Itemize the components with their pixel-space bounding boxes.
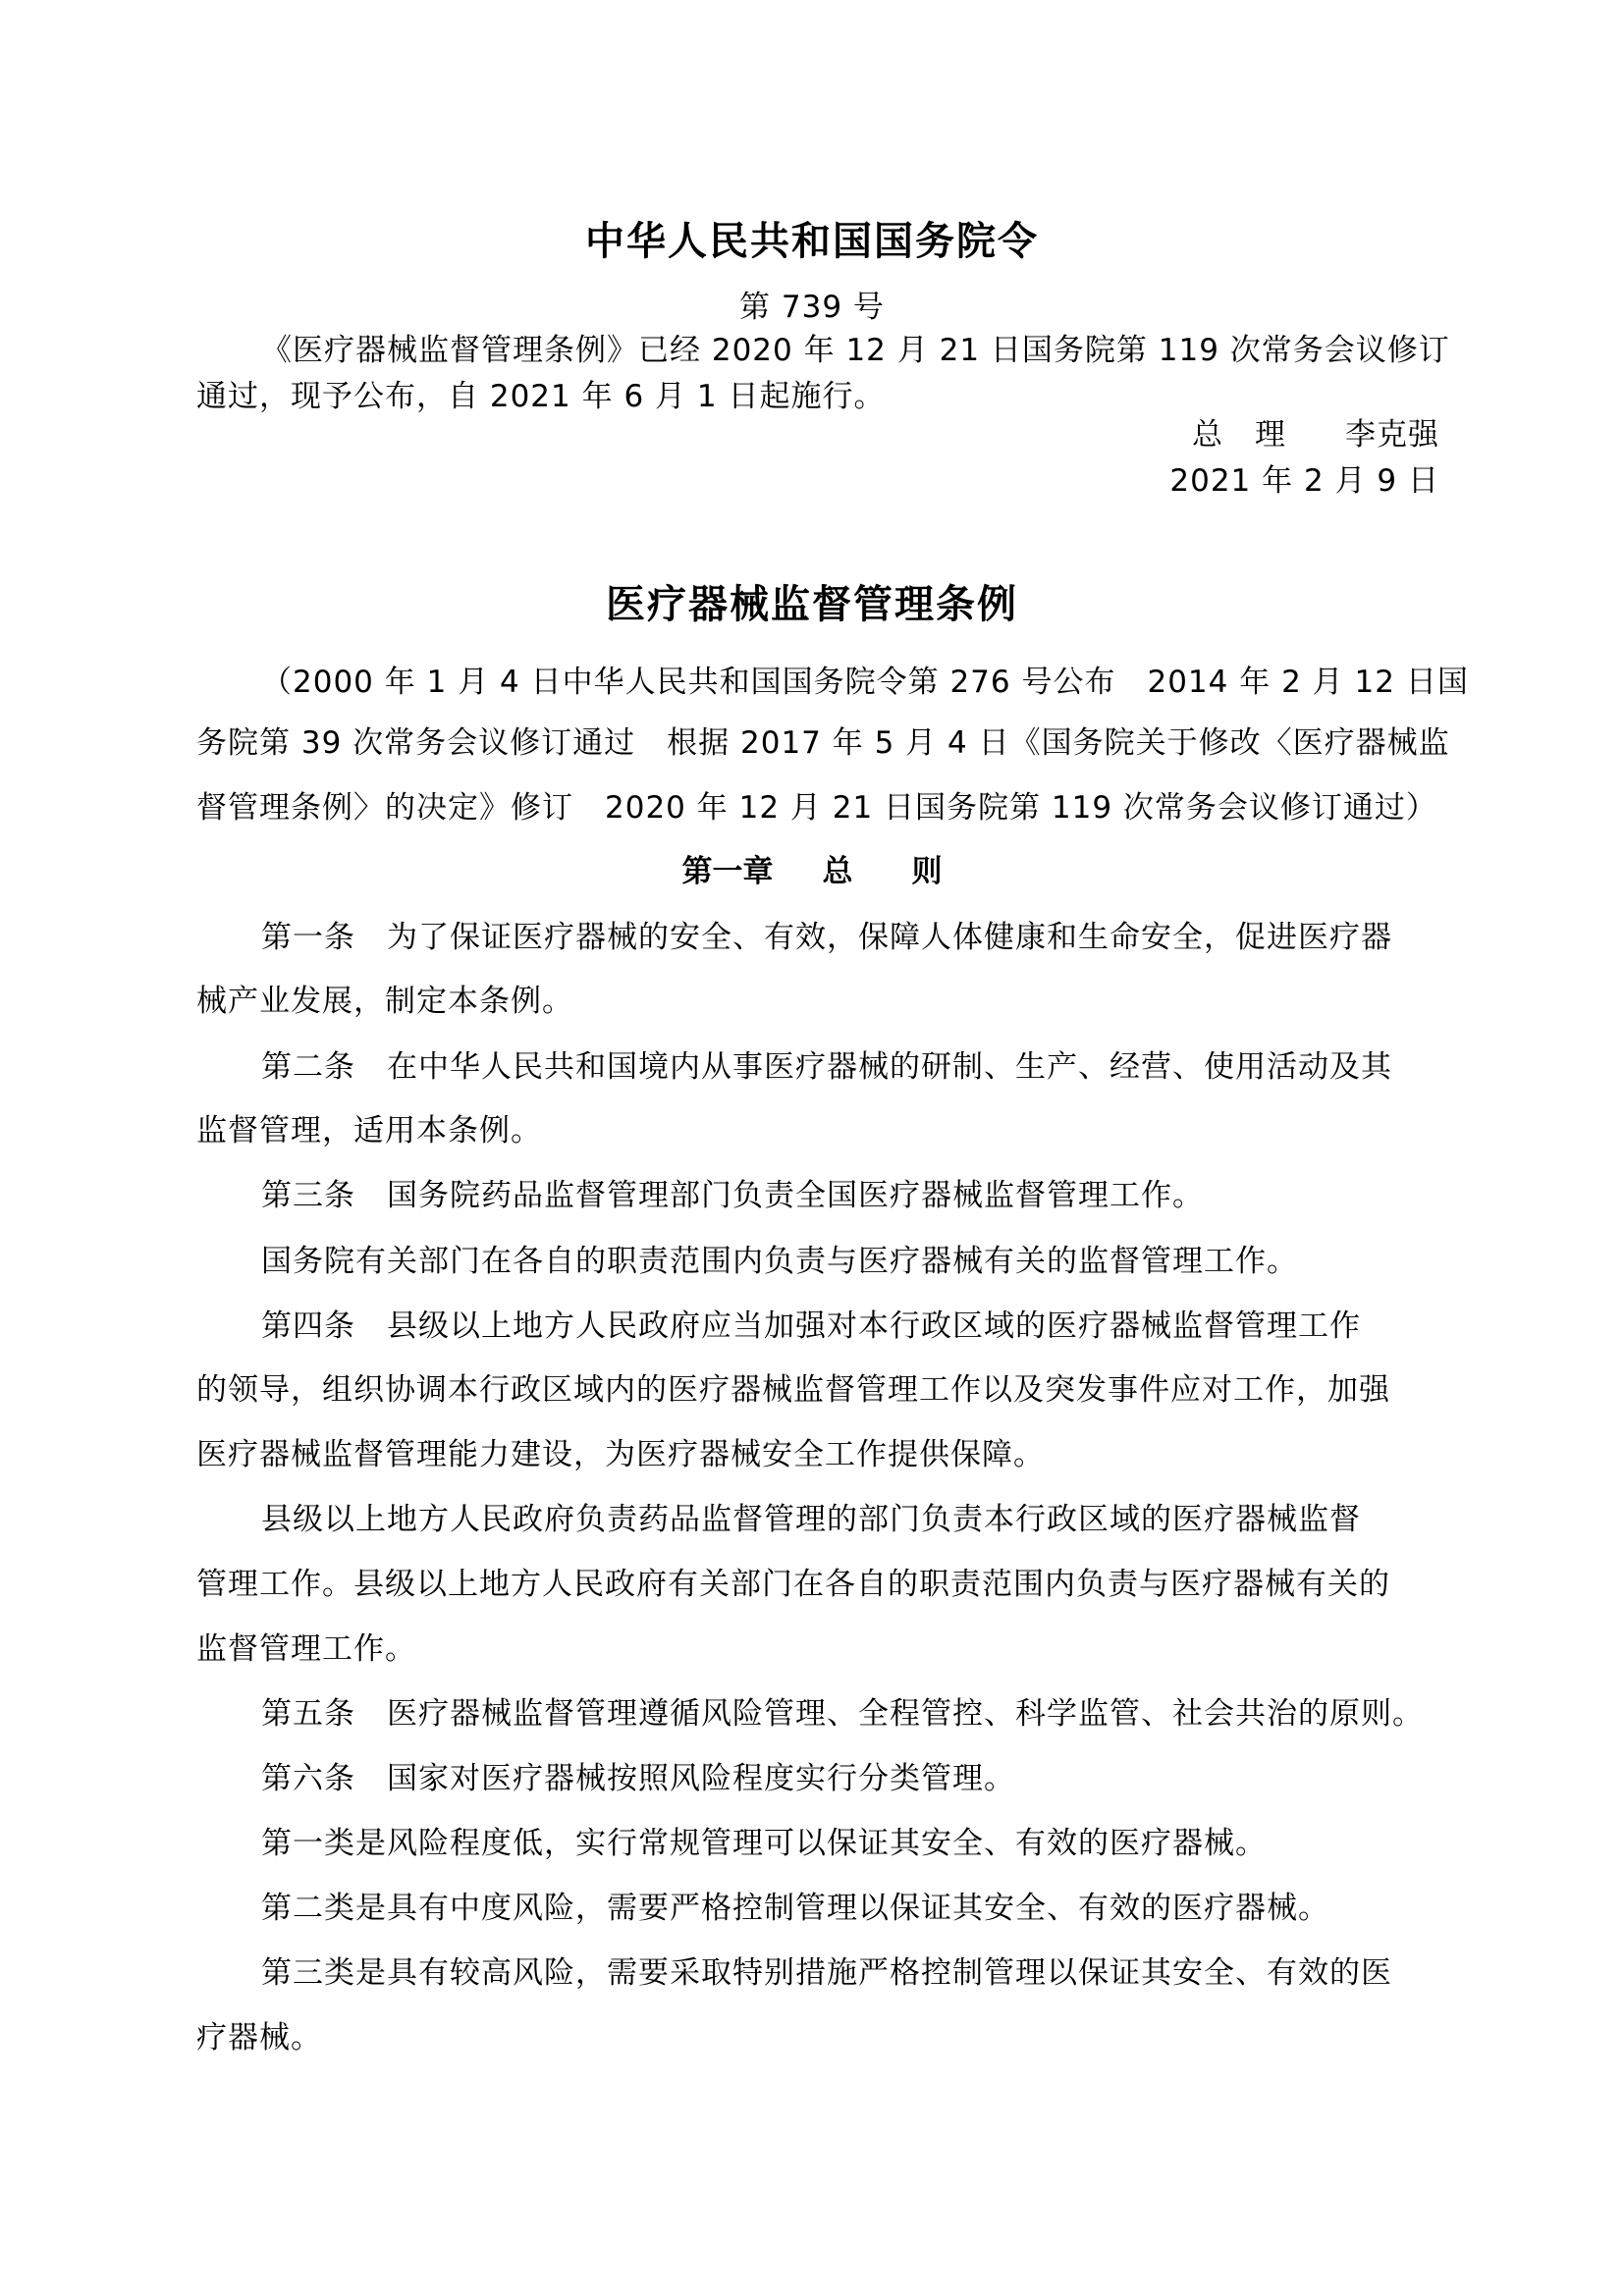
article-line: 第四条 县级以上地方人民政府应当加强对本行政区域的医疗器械监督管理工作 bbox=[261, 1308, 1361, 1344]
article-line: 第六条 国家对医疗器械按照风险程度实行分类管理。 bbox=[261, 1761, 1015, 1796]
order-body-line: 通过，现予公布，自 2021 年 6 月 1 日起施行。 bbox=[196, 379, 886, 414]
chapter-name-part: 总 bbox=[822, 854, 853, 889]
article-line: 械产业发展，制定本条例。 bbox=[196, 984, 573, 1019]
article-line: 第五条 医疗器械监督管理遵循风险管理、全程管控、科学监管、社会共治的原则。 bbox=[261, 1696, 1424, 1732]
article-line: 监督管理工作。 bbox=[196, 1631, 416, 1667]
article-line: 县级以上地方人民政府负责药品监督管理的部门负责本行政区域的医疗器械监督 bbox=[261, 1502, 1361, 1537]
chapter-name-part: 则 bbox=[911, 854, 943, 889]
chapter-number: 第一章 bbox=[681, 854, 774, 889]
article-line: 第二类是具有中度风险，需要严格控制管理以保证其安全、有效的医疗器械。 bbox=[261, 1891, 1329, 1926]
article-line: 疗器械。 bbox=[196, 2020, 322, 2056]
article-line: 的领导，组织协调本行政区域内的医疗器械监督管理工作以及突发事件应对工作，加强 bbox=[196, 1372, 1390, 1408]
regulation-title: 医疗器械监督管理条例 bbox=[606, 582, 1018, 627]
article-line: 监督管理，适用本条例。 bbox=[196, 1113, 542, 1148]
order-body-line: 《医疗器械监督管理条例》已经 2020 年 12 月 21 日国务院第 119 次常务会议修订 bbox=[261, 333, 1450, 368]
order-date: 2021 年 2 月 9 日 bbox=[1169, 463, 1439, 499]
chapter-heading bbox=[0, 854, 1624, 889]
article-line: 医疗器械监督管理能力建设，为医疗器械安全工作提供保障。 bbox=[196, 1437, 1045, 1472]
history-line: 务院第 39 次常务会议修订通过 根据 2017 年 5 月 4 日《国务院关于修改〈医疗器械监 bbox=[196, 725, 1450, 761]
history-line: 督管理条例〉的决定》修订 2020 年 12 月 21 日国务院第 119 次常务会议修订通过） bbox=[196, 790, 1437, 826]
article-line: 管理工作。县级以上地方人民政府有关部门在各自的职责范围内负责与医疗器械有关的 bbox=[196, 1567, 1390, 1602]
order-number: 第 739 号 bbox=[739, 290, 885, 325]
article-line: 第二条 在中华人民共和国境内从事医疗器械的研制、生产、经营、使用活动及其 bbox=[261, 1049, 1392, 1085]
article-line: 第一类是风险程度低，实行常规管理可以保证其安全、有效的医疗器械。 bbox=[261, 1826, 1267, 1861]
signer-title: 总 理 bbox=[1192, 417, 1286, 453]
signer-name: 李克强 bbox=[1345, 417, 1439, 453]
article-line: 第三条 国务院药品监督管理部门负责全国医疗器械监督管理工作。 bbox=[261, 1178, 1204, 1213]
article-line: 第三类是具有较高风险，需要采取特别措施严格控制管理以保证其安全、有效的医 bbox=[261, 1955, 1392, 1991]
order-signer bbox=[1192, 417, 1439, 453]
article-line: 国务院有关部门在各自的职责范围内负责与医疗器械有关的监督管理工作。 bbox=[261, 1244, 1298, 1279]
history-line: （2000 年 1 月 4 日中华人民共和国国务院令第 276 号公布 2014 年 2 月 12 日国 bbox=[261, 665, 1469, 700]
order-title: 中华人民共和国国务院令 bbox=[585, 219, 1039, 264]
article-line: 第一条 为了保证医疗器械的安全、有效，保障人体健康和生命安全，促进医疗器 bbox=[261, 920, 1392, 955]
